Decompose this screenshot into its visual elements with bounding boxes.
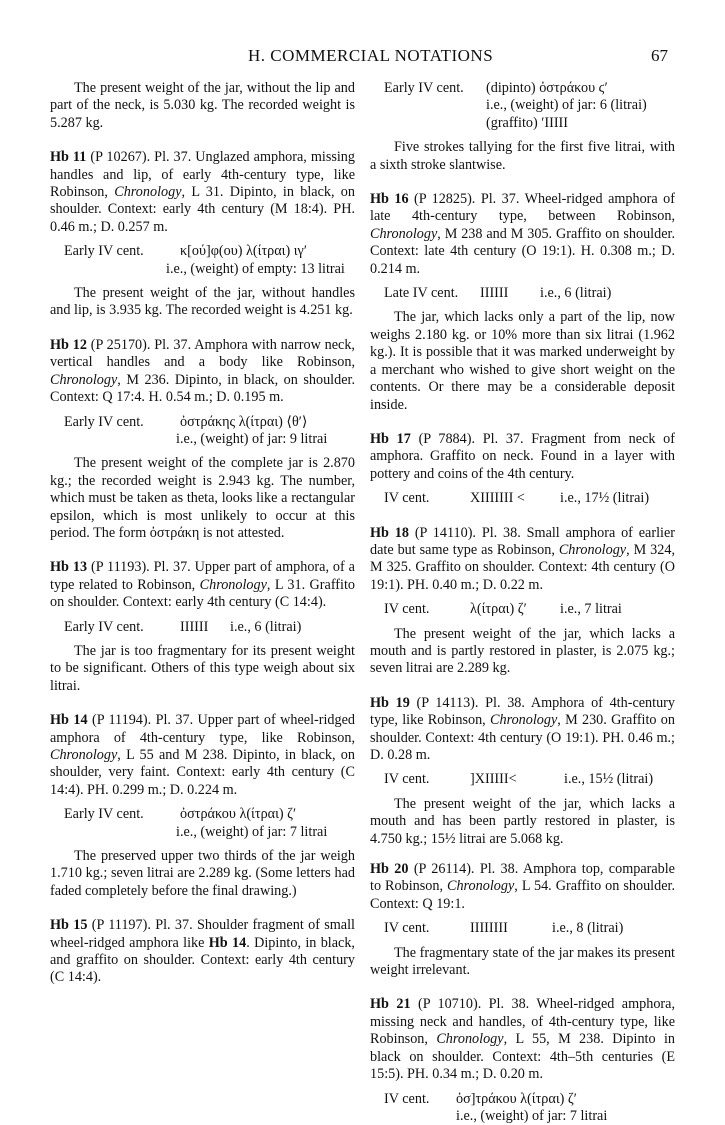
paragraph: The present weight of the jar, without the lip and part of the neck, is 5.030 kg. The recorded weight is 5.287 kg. (50, 80, 355, 131)
entry-id: Hb 21 (370, 996, 411, 1013)
running-header (0, 46, 725, 68)
entry-id: Hb 19 (370, 694, 410, 711)
entry-id: Hb 12 (50, 336, 87, 353)
translation-line: i.e., (weight) of jar: 9 litrai (176, 430, 328, 447)
paragraph: The present weight of the jar, without handles and lip, is 3.935 kg. The recorded weight is 4.251 kg. (50, 285, 355, 319)
catalog-entry-hb20: Hb 20 (P 26114). Pl. 38. Amphora top, comparable to Robinson, Chronology, L 54. Graffito on shoulder. Context: Q 19:1. (370, 861, 675, 912)
inscription-line: IV cent. ὀσ]τράκου λ(ίτραι) ζʹ (384, 1090, 577, 1107)
entry-id: Hb 18 (370, 524, 409, 541)
catalog-entry-hb16: Hb 16 (P 12825). Pl. 37. Wheel-ridged amphora of late 4th-century type, between Robinson, Chronology, M 238 and M 305. Graffito on shoulder. Context: late 4th century (O 19:1). H. 0.308 m.; D. 0.214 m. (370, 191, 675, 277)
entry-id: Hb 14 (50, 712, 88, 729)
entry-id: Hb 11 (50, 149, 87, 166)
catalog-entry-hb17: Hb 17 (P 7884). Pl. 37. Fragment from neck of amphora. Graffito on neck. Found in a layer with pottery and coins of the 4th century. (370, 430, 675, 482)
paragraph: The present weight of the jar, which lacks a mouth and has been partly restored in plaster, is 4.750 kg.; 15½ litrai are 5.068 kg. (370, 795, 675, 847)
entry-id: Hb 20 (370, 861, 409, 878)
left-column (50, 80, 355, 987)
entry-id: Hb 16 (370, 191, 409, 208)
right-column (370, 80, 675, 1125)
entry-id: Hb 17 (370, 430, 411, 447)
catalog-entry-hb15: Hb 15 (P 11197). Pl. 37. Shoulder fragment of small wheel-ridged amphora like Hb 14. Dipinto, in black, and graffito on shoulder. Context: early 4th century (C 14:4). (50, 917, 355, 986)
inscription-line: IV cent. λ(ίτραι) ζʹ i.e., 7 litrai (384, 601, 622, 618)
inscription-line: Early IV cent. (dipinto) ὀστράκου ϛʹ (384, 80, 608, 96)
paragraph: The jar, which lacks only a part of the lip, now weighs 2.180 kg. or 10% more than six litrai (1.962 kg.). It is possible that it was marked underweight by a merchant who wished to give short weight on the contents. Or there may be a considerable deposit inside. (370, 309, 675, 413)
translation-line: i.e., (weight) of empty: 13 litrai (166, 260, 345, 277)
paragraph: Five strokes tallying for the first five litrai, with a sixth stroke slantwise. (370, 139, 675, 173)
page-number: 67 (651, 46, 668, 65)
section-title: H. COMMERCIAL NOTATIONS (248, 46, 494, 65)
catalog-entry-hb19: Hb 19 (P 14113). Pl. 38. Amphora of 4th-century type, like Robinson, Chronology, M 230. Graffito on shoulder. Context: 4th century (O 19:1). PH. 0.46 m.; D. 0.28 m. (370, 694, 675, 763)
graffito-line: (graffito) ʹIIIII (486, 114, 569, 131)
catalog-entry-hb21: Hb 21 (P 10710). Pl. 38. Wheel-ridged amphora, missing neck and handles, of 4th-century type, like Robinson, Chronology, L 55, M 238. Dipinto in black on shoulder. Context: 4th–5th centuries (E 15:5). PH. 0.34 m.; D. 0.20 m. (370, 996, 675, 1083)
inscription-line: Late IV cent. IIIIII i.e., 6 (litrai) (384, 285, 612, 302)
inscription-line: Early IV cent. ὀστράκης λ(ίτραι) ⟨θʹ⟩ (64, 413, 308, 430)
inscription-line: IV cent. IIIIIIII i.e., 8 (litrai) (384, 920, 624, 937)
catalog-entry-hb14: Hb 14 (P 11194). Pl. 37. Upper part of wheel-ridged amphora of 4th-century type, like Robinson, Chronology, L 55 and M 238. Dipinto, in black, on shoulder, very faint. Context: early 4th century (C 14:4). PH. 0.299 m.; D. 0.224 m. (50, 712, 355, 798)
catalog-entry-hb12: Hb 12 (P 25170). Pl. 37. Amphora with narrow neck, vertical handles and a body like Robinson, Chronology, M 236. Dipinto, in black, on shoulder. Context: Q 17:4. H. 0.54 m.; D. 0.195 m. (50, 336, 355, 406)
inscription-line: Early IV cent. ὀστράκου λ(ίτραι) ζʹ (64, 806, 297, 823)
paragraph: The present weight of the complete jar is 2.870 kg.; the recorded weight is 2.943 kg. The number, which must be taken as theta, looks like a rectangular epsilon, which is most unlikely to occur at this period. The form ὀστράκη is not attested. (50, 455, 355, 541)
inscription-line: Early IV cent. IIIIII i.e., 6 (litrai) (64, 618, 302, 635)
translation-line: i.e., (weight) of jar: 6 (litrai) (486, 97, 647, 114)
paragraph: The jar is too fragmentary for its present weight to be significant. Others of this type weigh about six litrai. (50, 642, 355, 694)
translation-line: i.e., (weight) of jar: 7 litrai (176, 823, 328, 840)
entry-id: Hb 13 (50, 559, 88, 576)
catalog-entry-hb18: Hb 18 (P 14110). Pl. 38. Small amphora of earlier date but same type as Robinson, Chronology, M 324, M 325. Graffito on shoulder. Context: 4th century (O 19:1). PH. 0.40 m.; D. 0.22 m. (370, 524, 675, 593)
catalog-entry-hb11: Hb 11 (P 10267). Pl. 37. Unglazed amphora, missing handles and lip, of early 4th-century type, like Robinson, Chronology, L 31. Dipinto, in black, on shoulder. Context: early 4th century (M 18:4). PH. 0.46 m.; D. 0.257 m. (50, 149, 355, 235)
paragraph: The present weight of the jar, which lacks a mouth and is partly restored in plaster, is 2.075 kg.; seven litrai are 2.289 kg. (370, 625, 675, 677)
paragraph: The preserved upper two thirds of the jar weigh 1.710 kg.; seven litrai are 2.289 kg. (Some letters had faded completely before the final drawing.) (50, 848, 355, 899)
inscription-line: Early IV cent. κ[ού]φ(ου) λ(ίτραι) ιγʹ (64, 243, 307, 260)
paragraph: The fragmentary state of the jar makes its present weight irrelevant. (370, 944, 675, 979)
translation-line: i.e., (weight) of jar: 7 litrai (456, 1107, 608, 1124)
inscription-line: IV cent. XIIIIIII < i.e., 17½ (litrai) (384, 490, 650, 507)
entry-id: Hb 15 (50, 917, 88, 934)
catalog-entry-hb13: Hb 13 (P 11193). Pl. 37. Upper part of amphora, of a type related to Robinson, Chronology, L 31. Graffito on shoulder. Context: early 4th century (C 14:4). (50, 559, 355, 611)
inscription-line: IV cent. ]XIIIII< i.e., 15½ (litrai) (384, 771, 654, 788)
